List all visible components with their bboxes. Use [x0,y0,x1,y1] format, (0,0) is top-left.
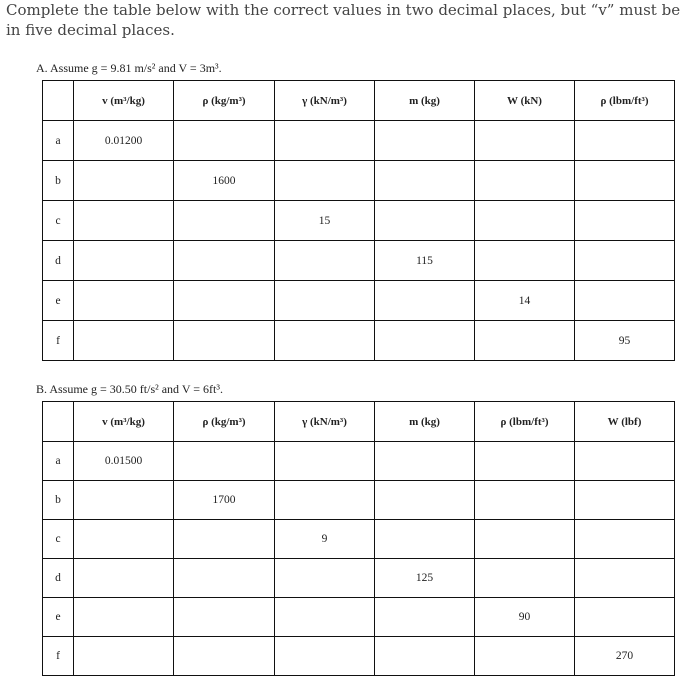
table-a-row-label: e [43,281,74,321]
table-b-cell [475,637,575,676]
table-b-cell: 9 [275,520,375,559]
table-a-row-label: d [43,241,74,281]
table-a-cell [174,281,275,321]
table-a-row-label: a [43,121,74,161]
table-a-row-label: b [43,161,74,201]
table-b-row-a [43,442,675,481]
table-b-cell [375,520,475,559]
table-b-row-label: d [43,559,74,598]
table-a-cell [74,321,174,361]
table-a-cell [575,121,675,161]
table-a-cell [575,241,675,281]
instructions [6,0,686,40]
table-b-title: B. Assume g = 30.50 ft/s² and V = 6ft³. [36,382,223,396]
table-a-cell [575,161,675,201]
table-b-row-label: e [43,598,74,637]
table-b-cell [74,637,174,676]
table-a-cell [275,281,375,321]
table-a-row-f [43,321,675,361]
table-a-row-a [43,121,675,161]
table-a-cell [375,321,475,361]
table-b-row-label: b [43,481,74,520]
table-a-cell [74,161,174,201]
table-a-cell [475,121,575,161]
table-a-header-v: v (m³/kg) [74,81,174,121]
table-a-row-label: f [43,321,74,361]
table-b-header-weight: W (lbf) [575,402,675,442]
table-b-cell [475,559,575,598]
table-a-cell [174,201,275,241]
table-a-cell: 15 [275,201,375,241]
table-b-cell [74,520,174,559]
table-b-row-e [43,598,675,637]
table-b-row-label: c [43,520,74,559]
table-b-row-label: a [43,442,74,481]
table-b-cell [275,442,375,481]
table-b-header-rho-si: ρ (kg/m³) [174,402,275,442]
table-a-cell [74,201,174,241]
table-a-title: A. Assume g = 9.81 m/s² and V = 3m³. [36,61,222,75]
table-a-cell [174,321,275,361]
table-b-cell [575,520,675,559]
table-b-cell [375,481,475,520]
table-a-cell [375,121,475,161]
table-b-cell [74,598,174,637]
table-a-cell [375,281,475,321]
table-a-corner-cell [43,81,74,121]
table-a-cell [174,241,275,281]
table-b-header-gamma: γ (kN/m³) [275,402,375,442]
table-a-cell [174,121,275,161]
table-b-cell [174,637,275,676]
table-b-row-label: f [43,637,74,676]
table-a [42,80,675,361]
table-a-cell [475,201,575,241]
table-a-header-mass: m (kg) [375,81,475,121]
table-b-cell [174,520,275,559]
table-b-cell [375,598,475,637]
table-a-cell [275,161,375,201]
table-b-cell [375,637,475,676]
table-b-cell [74,559,174,598]
table-b-cell [475,442,575,481]
table-a-cell [375,161,475,201]
table-b-cell [575,481,675,520]
instructions-line-1: Complete the table below with the correct values in two decimal places, but “v” must be [6,1,681,19]
table-a-cell [475,161,575,201]
table-a-cell [74,281,174,321]
table-b-cell [275,559,375,598]
table-b-cell: 125 [375,559,475,598]
table-b [42,401,675,676]
table-b-cell [174,559,275,598]
table-a-header-weight: W (kN) [475,81,575,121]
table-a-header-rho-imperial: ρ (lbm/ft³) [575,81,675,121]
table-a-cell: 1600 [174,161,275,201]
table-b-row-b [43,481,675,520]
table-b-row-f [43,637,675,676]
table-a-row-c [43,201,675,241]
table-a-cell [475,241,575,281]
table-a-cell [575,281,675,321]
table-b-cell [375,442,475,481]
table-a-row-d [43,241,675,281]
table-a-cell [275,121,375,161]
table-b-cell [575,598,675,637]
table-b-corner-cell [43,402,74,442]
table-a-cell: 0.01200 [74,121,174,161]
table-b-cell [275,598,375,637]
table-b-cell [275,481,375,520]
table-b-cell: 90 [475,598,575,637]
table-b-cell [275,637,375,676]
table-a-cell [475,321,575,361]
table-b-header-mass: m (kg) [375,402,475,442]
table-a-cell [275,321,375,361]
table-b-cell: 1700 [174,481,275,520]
table-a-cell: 14 [475,281,575,321]
table-b-header-v: v (m³/kg) [74,402,174,442]
table-b-cell [174,442,275,481]
table-a-cell [575,201,675,241]
table-b-row-c [43,520,675,559]
table-b-cell [74,481,174,520]
table-a-header-row [43,81,675,121]
instructions-line-2: in five decimal places. [6,21,175,39]
table-a-header-rho-si: ρ (kg/m³) [174,81,275,121]
table-b-cell [174,598,275,637]
table-b-cell [575,559,675,598]
table-b-cell [475,520,575,559]
table-b-cell [475,481,575,520]
table-b-cell: 0.01500 [74,442,174,481]
table-b-header-rho-imperial: ρ (lbm/ft³) [475,402,575,442]
table-a-row-b [43,161,675,201]
table-a-cell: 115 [375,241,475,281]
table-b-row-d [43,559,675,598]
table-b-cell: 270 [575,637,675,676]
table-a-cell [74,241,174,281]
table-a-header-gamma: γ (kN/m³) [275,81,375,121]
table-a-row-e [43,281,675,321]
table-a-cell: 95 [575,321,675,361]
table-a-cell [275,241,375,281]
table-b-header-row [43,402,675,442]
table-a-cell [375,201,475,241]
table-a-row-label: c [43,201,74,241]
table-b-cell [575,442,675,481]
